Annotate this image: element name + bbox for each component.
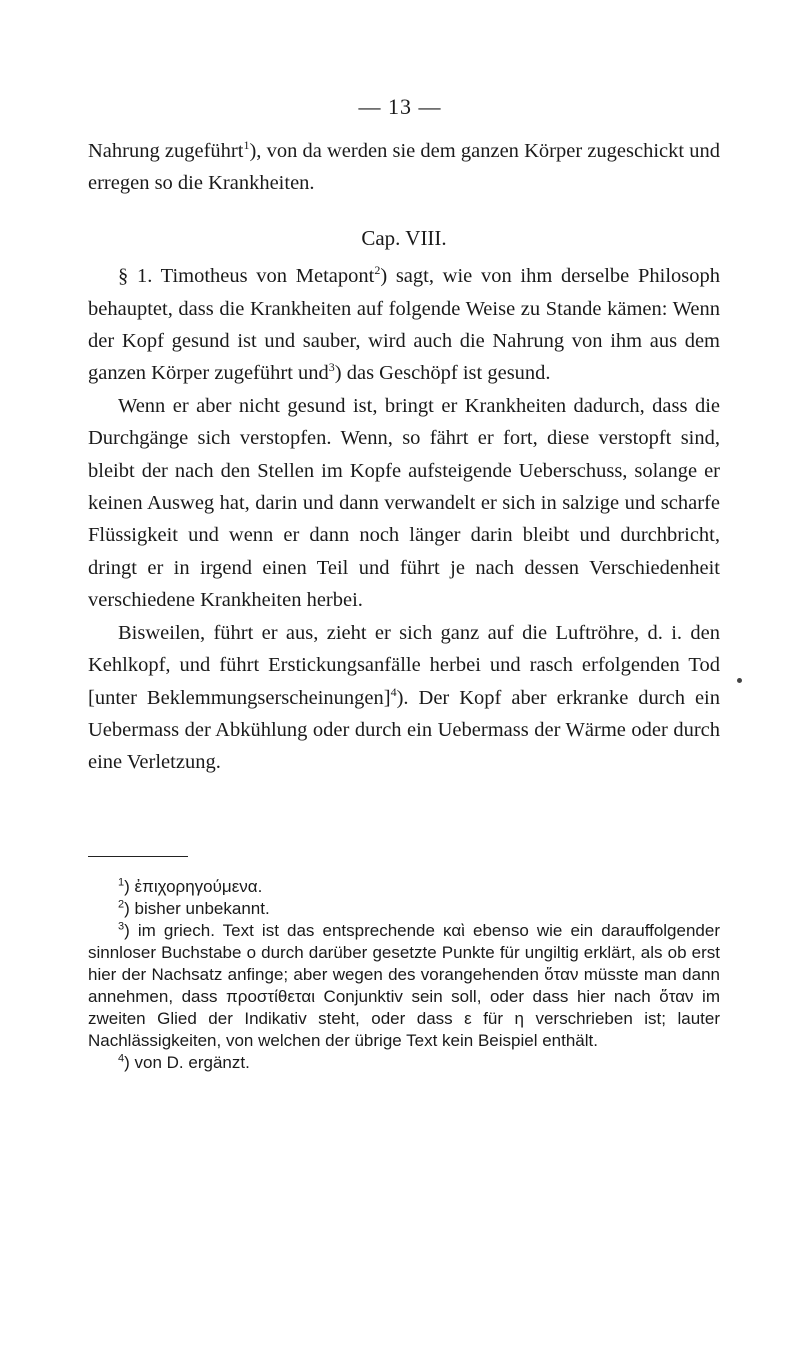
page-number: — 13 — (358, 94, 442, 119)
footnote-3: $^3$) im griech. Text ist das entsprechende καὶ ebenso wie ein darauffolgender sinnloser Buchstabe ο durch darüber gesetzte Punkte für ungiltig erklärt, als ob erst hier der Nachsatz anfinge; aber wegen des vorangehenden ὅταν müsste man dann annehmen, dass προστίθεται Conjunktiv sein soll, oder dass hier nach ὅταν im zweiten Glied der Indikativ steht, oder dass ε für η verschrieben ist; lauter Nachlässigkeiten, von welchen der übrige Text kein Beispiel enthält. (88, 920, 720, 1050)
paragraph-blockage: Wenn er aber nicht gesund ist, bringt er Krankheiten dadurch, dass die Durchgänge sich verstopfen. Wenn, so fährt er fort, diese verstopft sind, bleibt der nach den Stellen im Kopfe aufsteigende Ueberschuss, solange er keinen Ausweg hat, darin und dann verwandelt er sich in salzige und scharfe Flüssigkeit und wenn er dann noch länger darin bleibt und durchbricht, dringt er in irgend einen Teil und führt je nach dessen Verschiedenheit verschiedene Krankheiten herbei. (88, 394, 720, 612)
main-text (88, 135, 720, 779)
footnote-1: $^1$) ἐπιχορηγούμενα. (118, 876, 263, 896)
margin-dot (737, 678, 742, 683)
paragraph-section-1: § 1. Timotheus von Metapont$^2$) sagt, wie von ihm derselbe Philosoph behauptet, dass die Krankheiten auf folgende Weise zu Stande kämen: Wenn der Kopf gesund ist und sauber, wird auch die Nahrung von ihm aus dem ganzen Körper zugeführt und$^3$) das Geschöpf ist gesund. (88, 263, 720, 385)
footnotes (88, 876, 720, 1074)
footnote-2: $^2$) bisher unbekannt. (118, 898, 270, 918)
chapter-heading: Cap. VIII. (361, 225, 447, 250)
footnote-divider (88, 856, 188, 857)
paragraph-trachea: Bisweilen, führt er aus, zieht er sich ganz auf die Luftröhre, d. i. den Kehlkopf, und führt Erstickungsanfälle herbei und rasch erfolgenden Tod [unter Beklemmungserscheinungen]$^4$). Der Kopf aber erkranke durch ein Uebermass der Abkühlung oder durch ein Uebermass der Wärme oder durch eine Verletzung. (88, 621, 720, 774)
paragraph-continuation: Nahrung zugeführt$^1$), von da werden sie dem ganzen Körper zugeschickt und erregen so die Krankheiten. (88, 138, 720, 195)
footnote-4: $^4$) von D. ergänzt. (118, 1052, 250, 1072)
